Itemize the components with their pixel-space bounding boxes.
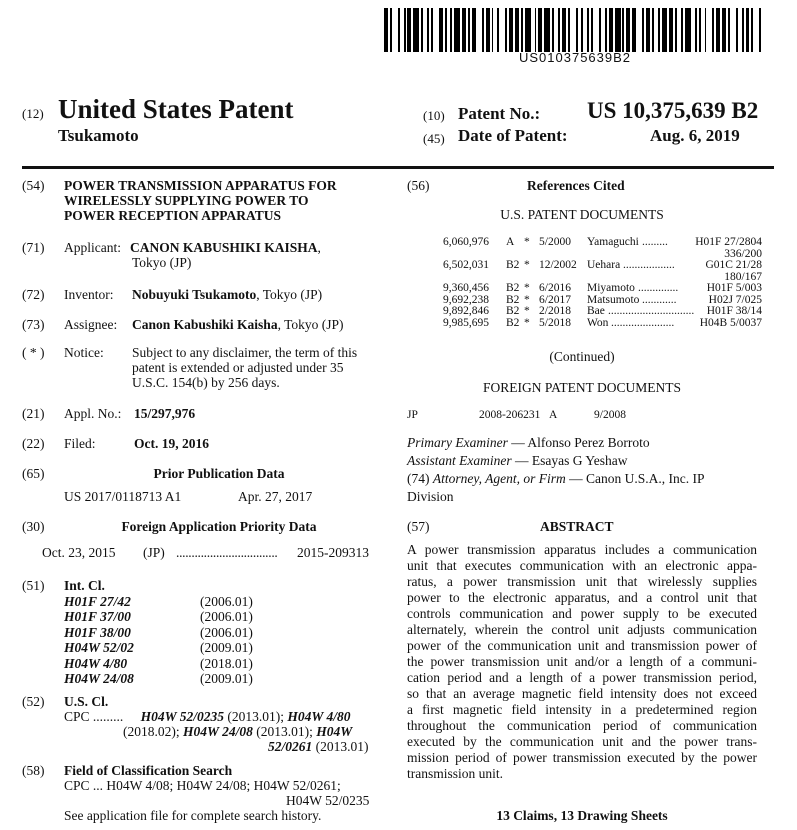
abstract-line: power of the communication unit and transmission power of [407, 638, 757, 653]
notice-line: Subject to any disclaimer, the term of this [132, 345, 358, 360]
ref-class: H01F 27/2804 [695, 236, 762, 248]
attorney-continued: Division [407, 489, 454, 504]
ref-kind: A [506, 236, 515, 248]
ref-star: * [524, 282, 530, 294]
code-52: (52) [22, 694, 45, 709]
cpc-class: H04W 52/0235 [140, 709, 225, 724]
abstract-line: so that an average magnetic field intensity does not exceed [407, 686, 757, 701]
applicant-name: CANON KABUSHIKI KAISHA [130, 240, 318, 255]
cpc-class: H04W 24/08 [183, 724, 253, 739]
assignee-name: Canon Kabushiki Kaisha [132, 317, 278, 332]
ref-date: 12/2002 [539, 259, 577, 271]
code-51: (51) [22, 578, 45, 593]
abstract-line: the power transmission unit and/or a length of a communi- [407, 654, 757, 669]
ref-number: 9,985,695 [443, 316, 489, 329]
int-cl-class: H01F 38/00 [64, 624, 131, 640]
foreign-priority-date: Oct. 23, 2015 [42, 545, 116, 560]
field-of-search-line: CPC ... H04W 4/08; H04W 24/08; H04W 52/0261; [64, 778, 341, 793]
notice-line: patent is extended or adjusted under 35 [132, 360, 344, 375]
appl-no-label: Appl. No.: [64, 406, 122, 421]
field-of-search-section [22, 763, 387, 823]
title-line: WIRELESSLY SUPPLYING POWER TO [64, 193, 309, 208]
foreign-priority-section [22, 519, 382, 560]
date-label: Date of Patent: [458, 126, 568, 145]
foreign-kind: A [549, 409, 558, 421]
abstract-line: unit that executes communication with an electronic appa- [407, 558, 757, 573]
ref-kind: B2 [506, 259, 520, 271]
claims-summary: 13 Claims, 13 Drawing Sheets [496, 808, 668, 823]
ref-class-secondary: 180/167 [724, 270, 762, 283]
references-heading: References Cited [527, 178, 625, 193]
assistant-examiner-label: Assistant Examiner [407, 453, 512, 468]
int-cl-heading: Int. Cl. [64, 578, 105, 593]
int-cl-version: (2006.01) [200, 609, 253, 624]
ref-star: * [524, 259, 530, 271]
primary-examiner: — Alfonso Perez Borroto [507, 435, 650, 450]
int-cl-class: H04W 52/02 [64, 640, 134, 655]
code-22: (22) [22, 436, 45, 451]
ref-star: * [524, 236, 530, 248]
document-title: United States Patent [58, 94, 294, 124]
code-58: (58) [22, 763, 45, 778]
ref-class-secondary: 336/200 [724, 247, 762, 260]
cpc-line-2 [22, 724, 382, 739]
foreign-patent-documents-heading: FOREIGN PATENT DOCUMENTS [482, 380, 682, 395]
ref-name: Bae [587, 305, 605, 317]
ref-name: Matsumoto [587, 293, 640, 306]
cpc-version: (2013.01); [252, 724, 317, 739]
abstract-line: alternately, wherein the control unit adjusts communication [407, 622, 757, 637]
field-of-search-heading: Field of Classification Search [64, 763, 233, 778]
int-cl-version: (2006.01) [200, 593, 253, 609]
leader-dots: .................. [623, 260, 675, 271]
reference-row [407, 237, 762, 249]
notice-line: U.S.C. 154(b) by 256 days. [132, 375, 280, 390]
abstract-line: A power transmission apparatus includes a communication [407, 542, 757, 557]
code-21: (21) [22, 406, 45, 421]
int-cl-version: (2006.01) [200, 624, 253, 640]
applicant-label: Applicant: [64, 240, 121, 255]
int-cl-version: (2018.01) [200, 655, 253, 671]
us-patent-documents-heading: U.S. PATENT DOCUMENTS [500, 207, 664, 222]
code-73: (73) [22, 317, 45, 332]
code-12: (12) [22, 106, 44, 121]
cpc-version: (2013.01); [224, 709, 288, 724]
ref-kind: B2 [506, 282, 520, 294]
applicant-section [22, 240, 382, 270]
barcode-number: US010375639B2 [518, 50, 632, 65]
inventor-location: , Tokyo (JP) [256, 287, 323, 302]
ref-date: 2/2018 [539, 305, 571, 317]
prior-publication-heading: Prior Publication Data [153, 466, 285, 481]
code-notice: ( * ) [22, 345, 45, 360]
inventor-name: Nobuyuki Tsukamoto [132, 287, 257, 302]
code-45: (45) [423, 131, 445, 146]
ref-date: 5/2000 [539, 236, 571, 248]
code-74: (74) [407, 471, 430, 486]
references-table [407, 237, 762, 329]
abstract-line: executed by the communication unit and the power trans- [407, 734, 757, 749]
ref-number: 9,692,238 [443, 293, 489, 306]
abstract-line: ratus, a power transmission unit that wirelessly supplies [407, 574, 757, 589]
int-cl-version: (2009.01) [200, 640, 253, 655]
primary-examiner-label: Primary Examiner [407, 435, 508, 450]
abstract-line: throughout the communication period of communication [407, 718, 757, 733]
assistant-examiner: — Esayas G Yeshaw [511, 453, 628, 468]
ref-name: Won [587, 316, 609, 329]
ref-date: 5/2018 [539, 316, 571, 329]
ref-star: * [524, 316, 530, 329]
ref-name: Uehara [587, 259, 621, 271]
ref-number: 6,502,031 [443, 259, 489, 271]
reference-row [407, 306, 762, 318]
code-72: (72) [22, 287, 45, 302]
ref-class: H02J 7/025 [708, 293, 762, 306]
cpc-line-1 [22, 709, 382, 724]
prior-publication-number: US 2017/0118713 A1 [64, 489, 182, 504]
appl-no-section [22, 406, 382, 421]
patent-date: Aug. 6, 2019 [650, 126, 740, 145]
code-65: (65) [22, 466, 45, 481]
notice-section [22, 345, 387, 390]
references-section [407, 178, 777, 222]
ref-class: G01C 21/28 [705, 259, 762, 271]
title-line: POWER RECEPTION APPARATUS [64, 208, 282, 223]
continued-note: (Continued) [549, 349, 615, 364]
ref-class: H01F 38/14 [706, 305, 762, 317]
ref-name: Miyamoto [587, 282, 635, 294]
us-cl-section [22, 694, 382, 754]
code-57: (57) [407, 519, 430, 534]
int-cl-version: (2009.01) [200, 671, 253, 686]
foreign-priority-number: 2015-209313 [297, 545, 369, 560]
ref-star: * [524, 293, 530, 306]
foreign-priority-heading: Foreign Application Priority Data [121, 519, 317, 534]
appl-no-value: 15/297,976 [134, 406, 196, 421]
code-30: (30) [22, 519, 45, 534]
attorney: — Canon U.S.A., Inc. IP [565, 471, 705, 486]
foreign-date: 9/2008 [594, 409, 626, 421]
ref-number: 9,892,846 [443, 305, 489, 317]
barcode [384, 8, 766, 52]
leader-dots: ............ [642, 294, 677, 306]
cpc-label: CPC ......... [64, 709, 124, 724]
reference-row [407, 283, 762, 295]
applicant-sep: , [317, 240, 321, 255]
examiners-section [407, 434, 772, 506]
left-column [22, 178, 382, 223]
int-cl-section [22, 578, 382, 687]
invention-title [64, 178, 337, 223]
leader-dots: ......... [642, 237, 668, 248]
patent-number: US 10,375,639 B2 [587, 98, 759, 123]
code-56: (56) [407, 178, 430, 193]
abstract-heading: ABSTRACT [540, 519, 614, 534]
us-cl-heading: U.S. Cl. [64, 694, 109, 709]
code-54: (54) [22, 178, 45, 193]
abstract-line: controls communication and power supply to be executed [407, 606, 757, 621]
ref-kind: B2 [506, 316, 520, 329]
foreign-number: 2008-206231 [479, 409, 541, 421]
int-cl-class: H01F 37/00 [64, 609, 131, 624]
ref-number: 9,360,456 [443, 282, 489, 294]
header-divider [22, 166, 774, 169]
inventor-label: Inventor: [64, 287, 114, 302]
filed-label: Filed: [64, 436, 96, 451]
code-10: (10) [423, 108, 445, 123]
code-71: (71) [22, 240, 45, 255]
prior-publication-date: Apr. 27, 2017 [238, 489, 313, 504]
ref-kind: B2 [506, 293, 520, 306]
ref-class: H01F 5/003 [706, 282, 762, 294]
abstract-heading-row [407, 519, 757, 535]
ref-name: Yamaguchi [587, 236, 639, 248]
leader-dots: .............. [638, 283, 679, 294]
leader-dots: .............................. [608, 306, 695, 317]
filed-value: Oct. 19, 2016 [134, 436, 209, 451]
field-of-search-line: H04W 52/0235 [286, 793, 370, 808]
cpc-class: H04W 4/80 [287, 709, 351, 724]
title-section [22, 178, 382, 223]
field-of-search-note: See application file for complete search history. [64, 808, 322, 823]
abstract-text [407, 542, 757, 782]
assignee-label: Assignee: [64, 317, 118, 332]
ref-date: 6/2016 [539, 282, 571, 294]
foreign-reference-row [407, 410, 762, 422]
ref-class: H04B 5/0037 [699, 316, 762, 329]
inventor-section [22, 287, 382, 302]
cpc-version: (2018.02); [123, 724, 183, 739]
abstract-line: a first magnetic field intensity in a predetermined region [407, 702, 757, 717]
applicant-city: Tokyo (JP) [132, 255, 192, 270]
abstract-line: transmission unit. [407, 766, 504, 781]
cpc-class: 52/0261 [268, 739, 313, 754]
leader-dots: ................................. [176, 545, 278, 560]
inventor-surname: Tsukamoto [58, 126, 139, 145]
abstract-line: mission period of power transmission executed by the power [407, 750, 757, 765]
ref-number: 6,060,976 [443, 236, 489, 248]
int-cl-class: H04W 24/08 [64, 671, 134, 686]
reference-row [407, 318, 762, 330]
ref-star: * [524, 305, 530, 317]
filed-section [22, 436, 382, 451]
assignee-section [22, 317, 382, 332]
foreign-priority-country: (JP) [143, 545, 165, 560]
patent-no-label: Patent No.: [458, 104, 541, 123]
cpc-line-3 [22, 739, 382, 754]
title-line: POWER TRANSMISSION APPARATUS FOR [64, 178, 337, 193]
cpc-class: H04W [316, 724, 353, 739]
assignee-location: , Tokyo (JP) [277, 317, 344, 332]
attorney-label: Attorney, Agent, or Firm [432, 471, 566, 486]
foreign-country: JP [407, 409, 418, 421]
int-cl-class: H01F 27/42 [64, 593, 131, 609]
prior-publication-section [22, 466, 382, 504]
leader-dots: ...................... [611, 317, 675, 329]
notice-text [132, 345, 357, 390]
ref-date: 6/2017 [539, 293, 571, 306]
int-cl-class: H04W 4/80 [64, 655, 128, 671]
reference-row [407, 260, 762, 272]
cpc-version: (2013.01) [312, 739, 369, 754]
notice-label: Notice: [64, 345, 104, 360]
ref-kind: B2 [506, 305, 520, 317]
abstract-line: cation period and a length of a power transmission period, [407, 670, 757, 685]
abstract-line: power to the electronic apparatus, and a control unit that [407, 590, 757, 605]
